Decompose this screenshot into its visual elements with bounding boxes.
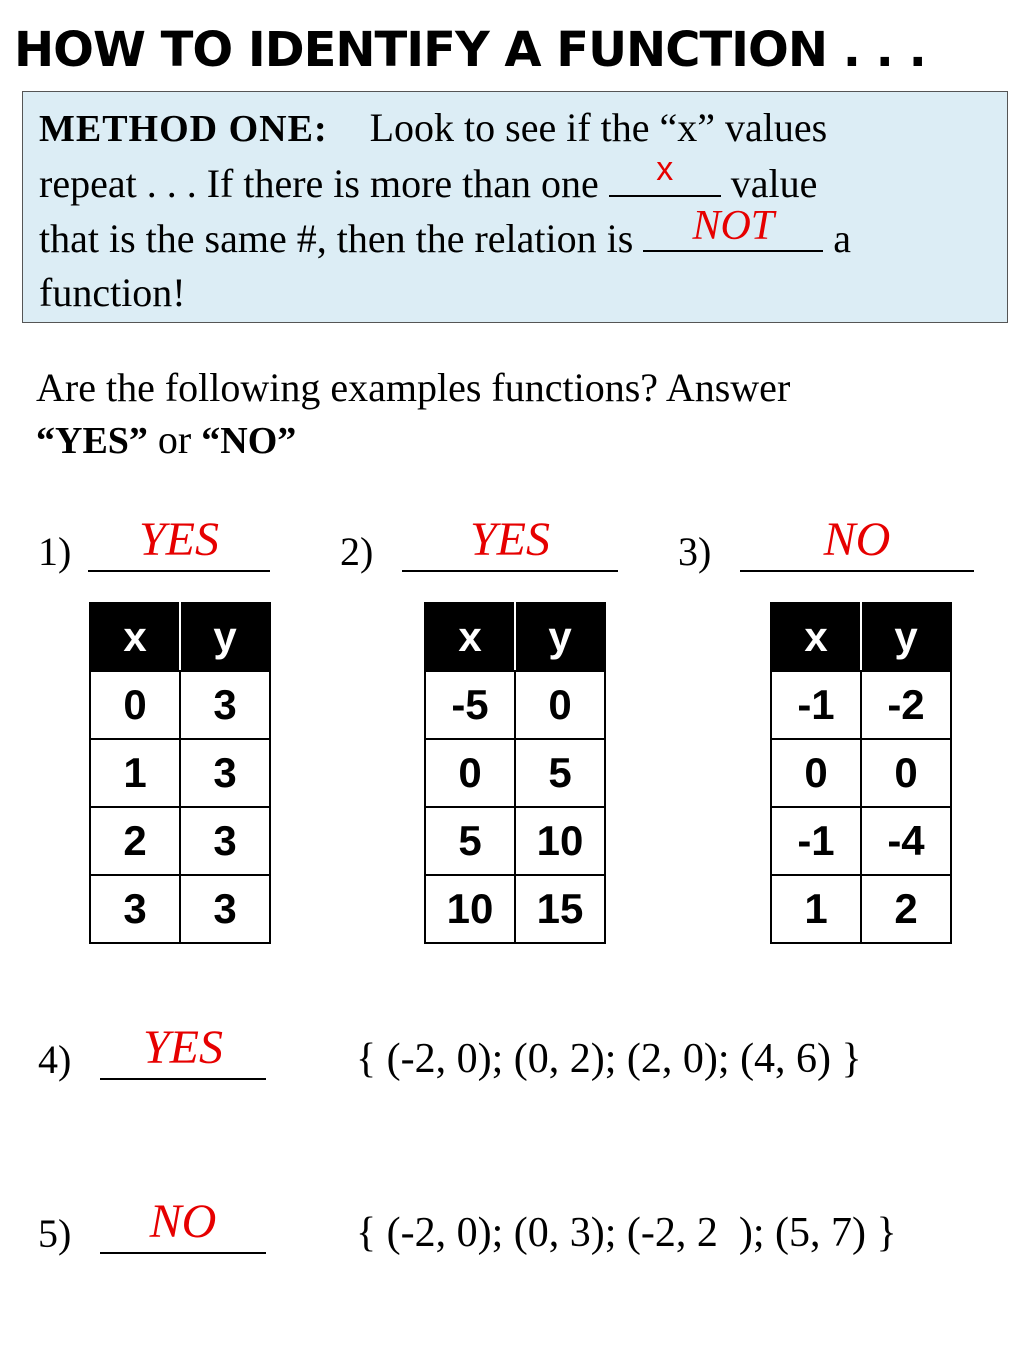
problem-2-number: 2) bbox=[340, 529, 374, 574]
question-or: or bbox=[157, 417, 192, 462]
table-row bbox=[425, 807, 605, 875]
problem-4-number: 4) bbox=[38, 1037, 72, 1082]
table-cell: 3 bbox=[180, 671, 270, 739]
table-header-x: x bbox=[425, 603, 515, 671]
blank-2-answer: NOT bbox=[692, 203, 775, 249]
method-text-2: repeat . . . If there is more than one bbox=[39, 161, 599, 206]
problem-1-blank bbox=[88, 513, 270, 572]
table-cell: -2 bbox=[861, 671, 951, 739]
table-cell: 0 bbox=[515, 671, 605, 739]
method-text-3b: a bbox=[833, 216, 852, 261]
table-row bbox=[425, 875, 605, 943]
table-row bbox=[425, 739, 605, 807]
method-text-3: that is the same #, then the relation is bbox=[39, 216, 634, 261]
problem-1-number: 1) bbox=[38, 529, 72, 574]
method-line-1 bbox=[39, 104, 827, 153]
table-row bbox=[90, 807, 270, 875]
table-cell: 3 bbox=[180, 739, 270, 807]
question-line-1: Are the following examples functions? Answer bbox=[36, 365, 791, 410]
table-cell: 3 bbox=[180, 875, 270, 943]
page-title: HOW TO IDENTIFY A FUNCTION . . . bbox=[14, 22, 926, 78]
table-cell: -4 bbox=[861, 807, 951, 875]
table-header-row bbox=[771, 603, 951, 671]
problem-3-blank bbox=[740, 513, 974, 572]
question-yes: “YES” bbox=[36, 420, 148, 462]
table-cell: 10 bbox=[515, 807, 605, 875]
problem-3-number: 3) bbox=[678, 529, 712, 574]
table-header-row bbox=[425, 603, 605, 671]
table-header-x: x bbox=[771, 603, 861, 671]
method-line-4: function! bbox=[39, 270, 186, 315]
blank-2 bbox=[643, 203, 823, 252]
table-cell: 10 bbox=[425, 875, 515, 943]
table-cell: 0 bbox=[90, 671, 180, 739]
method-line-2 bbox=[39, 150, 818, 208]
table-cell: 2 bbox=[90, 807, 180, 875]
question-line-2 bbox=[36, 414, 790, 467]
problem-1-answer: YES bbox=[138, 513, 219, 566]
table-header-y: y bbox=[180, 603, 270, 671]
method-line-3 bbox=[39, 203, 852, 263]
blank-1-answer: x bbox=[656, 150, 674, 188]
problem-3-table bbox=[770, 602, 952, 944]
table-row bbox=[90, 671, 270, 739]
table-header-x: x bbox=[90, 603, 180, 671]
table-cell: 1 bbox=[771, 875, 861, 943]
problem-5-number: 5) bbox=[38, 1211, 72, 1256]
table-header-y: y bbox=[861, 603, 951, 671]
problem-2-answer: YES bbox=[469, 513, 550, 566]
method-text-1: Look to see if the “x” values bbox=[369, 105, 828, 150]
problem-5-answer: NO bbox=[149, 1195, 217, 1248]
table-cell: 3 bbox=[90, 875, 180, 943]
problem-2-blank bbox=[402, 513, 618, 572]
table-cell: 5 bbox=[425, 807, 515, 875]
table-header-y: y bbox=[515, 603, 605, 671]
table-cell: -5 bbox=[425, 671, 515, 739]
method-label: METHOD ONE: bbox=[39, 108, 328, 150]
problem-4-blank bbox=[100, 1021, 266, 1080]
problem-4-set: { (-2, 0); (0, 2); (2, 0); (4, 6) } bbox=[356, 1036, 862, 1082]
problem-5-set: { (-2, 0); (0, 3); (-2, 2 ); (5, 7) } bbox=[356, 1210, 897, 1256]
table-row bbox=[425, 671, 605, 739]
table-row bbox=[771, 875, 951, 943]
table-cell: -1 bbox=[771, 807, 861, 875]
table-row bbox=[90, 875, 270, 943]
table-row bbox=[90, 739, 270, 807]
question-prompt bbox=[36, 362, 790, 467]
table-row bbox=[771, 807, 951, 875]
problem-1-table bbox=[89, 602, 271, 944]
table-row bbox=[771, 739, 951, 807]
table-cell: 0 bbox=[861, 739, 951, 807]
method-text-2b: value bbox=[730, 161, 818, 206]
question-no: “NO” bbox=[201, 420, 297, 462]
problem-4-answer: YES bbox=[142, 1021, 223, 1074]
table-cell: 3 bbox=[180, 807, 270, 875]
problem-5-blank bbox=[100, 1195, 266, 1254]
table-cell: 0 bbox=[771, 739, 861, 807]
table-cell: 15 bbox=[515, 875, 605, 943]
table-cell: 0 bbox=[425, 739, 515, 807]
table-cell: 1 bbox=[90, 739, 180, 807]
method-one-box bbox=[22, 91, 1008, 323]
blank-1 bbox=[609, 150, 721, 197]
problem-2-table bbox=[424, 602, 606, 944]
table-header-row bbox=[90, 603, 270, 671]
table-cell: -1 bbox=[771, 671, 861, 739]
table-cell: 5 bbox=[515, 739, 605, 807]
table-cell: 2 bbox=[861, 875, 951, 943]
table-row bbox=[771, 671, 951, 739]
problem-3-answer: NO bbox=[823, 513, 891, 566]
